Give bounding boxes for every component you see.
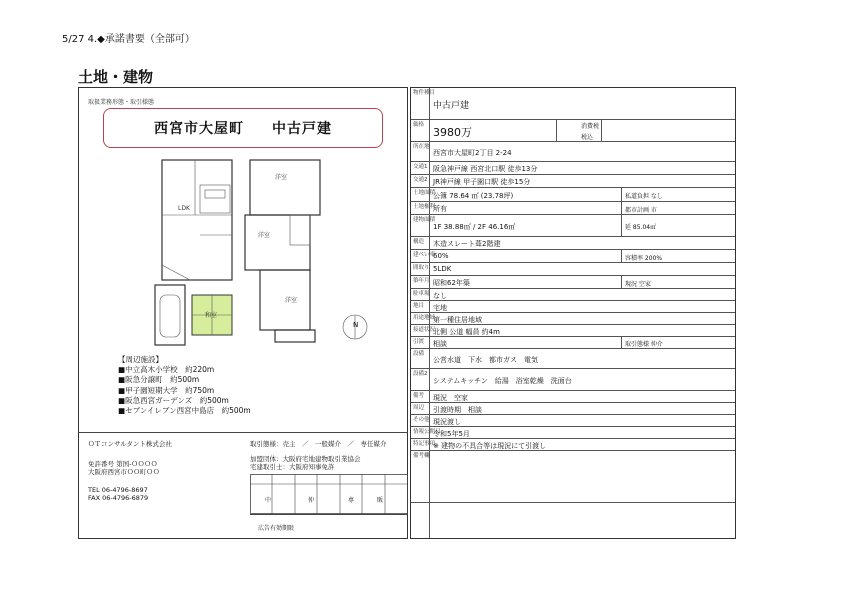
table-row [411,263,735,276]
grid-cell: 仲 [308,497,315,504]
license-label: 免許番号 [88,460,114,468]
row-label: 接道状況 [413,327,436,333]
top-note: 取扱業務形態・取引様態 [88,99,155,106]
row-value: 現況渡し [433,417,461,426]
table-row [411,451,735,503]
table-row [411,369,735,391]
property-details-table [410,87,736,539]
company-tel: TEL 06-4796-8697 [88,486,148,494]
row-extra: 容積率 200% [625,254,663,262]
row-value: 公営水道 下水 都市ガス 電気 [433,355,538,364]
table-row [411,415,735,427]
divider [78,432,408,433]
table-row [411,175,735,188]
row-value: ※ 建物の不具合等は現況にて引渡し [433,441,547,450]
row-label: 地目 [413,303,425,309]
column-divider [621,276,622,289]
facilities-heading: 【周辺施設】 [118,355,163,364]
row-label: 設備 [413,351,425,357]
column-divider [621,215,622,237]
row-label: 備考 [413,393,425,399]
table-row [411,325,735,337]
table-row [411,301,735,313]
floor2-top [250,160,320,215]
row-label: 築年月 [413,278,430,284]
table-row [411,88,735,120]
row-label: 駐車場 [413,291,430,297]
column-divider [621,337,622,349]
row-label: 備考欄 [413,453,430,459]
floor-plan [150,155,380,350]
row-extra: 延 85.04㎡ [625,224,657,231]
row-value: 昭和62年築 [433,279,470,287]
row-value: 1F 38.88㎡ / 2F 46.16㎡ [433,222,516,231]
row-value: 中古戸建 [433,101,470,111]
facility-item: ■阪急分譲町 約500m [118,375,200,385]
row-label: その他 [413,417,430,423]
agent-note: 加盟団体：大阪府宅地建物取引業協会 [250,455,361,463]
row-value: 60% [433,252,449,260]
row-value: 西宮市大屋町2丁目 2-24 [433,148,512,157]
table-row [411,215,735,237]
column-divider [621,250,622,263]
room-label: 和室 [205,312,218,319]
table-row [411,202,735,215]
row-value: なし [433,291,447,300]
room-label: 洋室 [285,297,298,304]
table-row [411,391,735,403]
row-label: 間取り [413,265,430,271]
row-label: 設備2 [413,371,428,377]
table-row [411,313,735,325]
row-label: 建ぺい率 [413,252,436,258]
table-row [411,188,735,202]
company-name: ＯＴコンサルタント株式会社 [88,440,172,448]
row-label: 建物面積 [413,217,436,223]
table-row [411,337,735,349]
row-label: 周辺 [413,405,425,411]
room-label: 洋室 [275,174,288,181]
table-row [411,162,735,175]
row-label: 土地面積 [413,190,436,196]
row-value: 3980万 [433,126,472,139]
row-extra: 都市計画 市 [625,206,657,214]
row-extra: 取引態様 仲介 [625,341,663,348]
company-fax: FAX 06-4796-6879 [88,494,149,502]
row-value: 木造スレート葺2階建 [433,240,501,248]
row-value: 第一種住居地域 [433,315,482,324]
row-label: 特記事項 [413,441,436,447]
row-label: 交通2 [413,177,428,183]
row-label: 情報公開日 [413,429,441,435]
agent-note: 取引態様：売主 ／ 一般媒介 ／ 専任媒介 [250,440,387,448]
svg-text:N: N [353,321,359,329]
section-title: 土地・建物 [78,68,154,86]
agent-grid [250,474,408,514]
row-extra: 現況 空家 [625,280,651,288]
row-value: 北側 公道 幅員 約4m [433,327,500,336]
table-row [411,120,735,142]
row-label: 用途地域 [413,315,436,321]
row-value: 所有 [433,205,447,213]
row-value: システムキッチン 給湯 浴室乾燥 洗面台 [433,376,572,385]
agent-notes [250,440,387,471]
facility-item: ■甲子園短期大学 約750m [118,385,215,395]
row-label: 物件種目 [413,90,436,96]
table-row [411,403,735,415]
row-label: 価格 [413,122,425,128]
facility-item: ■セブンイレブン西宮中島店 約500m [118,406,251,416]
column-divider [601,120,602,142]
row-label: 構造 [413,239,425,245]
table-row [411,349,735,369]
row-label: 引渡 [413,339,425,345]
parking-space [155,285,185,345]
table-row [411,439,735,451]
room-label: 洋室 [258,232,271,239]
floor1-outline [162,160,232,280]
row-extra-label: 消費税 [581,123,600,130]
row-value: 相談 [433,339,447,348]
row-label: 交通1 [413,164,428,170]
title-type: 中古戸建 [272,121,332,137]
column-divider [556,120,557,142]
table-row [411,289,735,301]
row-value: 5LDK [433,265,452,273]
grid-cell: 販 [377,497,384,504]
row-value: 宅地 [433,303,447,312]
column-divider [621,202,622,215]
company-info [88,440,172,502]
grid-cell: 中 [265,497,272,504]
row-value: 阪急神戸線 西宮北口駅 徒歩13分 [433,165,538,173]
row-value: 公簿 78.64 ㎡ (23.78坪) [433,191,514,200]
row-value: 現況 空家 [433,393,468,402]
page-header: 5/27 4.◆承諾書要（全部可） [62,34,195,45]
room-label: LDK [178,205,190,212]
row-value: 令和5年5月 [433,429,470,438]
facility-item: ■阪急西宮ガーデンズ 約500m [118,395,229,405]
row-label: 所在地 [413,144,430,150]
row-extra: 私道負担 なし [625,193,663,200]
column-divider [621,188,622,202]
license-number: 第国-ＯＯＯＯ [116,460,158,468]
nearby-facilities [118,355,251,416]
table-row [411,250,735,263]
table-row [411,142,735,162]
row-value: JR神戸線 甲子園口駅 徒歩15分 [433,178,531,186]
divider [250,514,408,515]
grid-cell: 専 [348,497,355,504]
row-extra-label: 税込 [581,134,594,141]
company-address: 大阪府西宮市ＯＯ町ＯＯ [88,468,160,476]
property-title-box [103,108,383,148]
table-row [411,237,735,250]
title-location: 西宮市大屋町 [154,121,244,137]
agent-note: 宅建取引士：大阪府知事免許 [250,463,335,471]
table-row [411,276,735,289]
ad-validity-label: 広告有効期限 [258,525,295,532]
table-row [411,427,735,439]
row-label: 土地権利 [413,204,436,210]
facility-item: ■中立高木小学校 約220m [118,365,215,375]
row-value: 引渡時期 相談 [433,405,482,414]
